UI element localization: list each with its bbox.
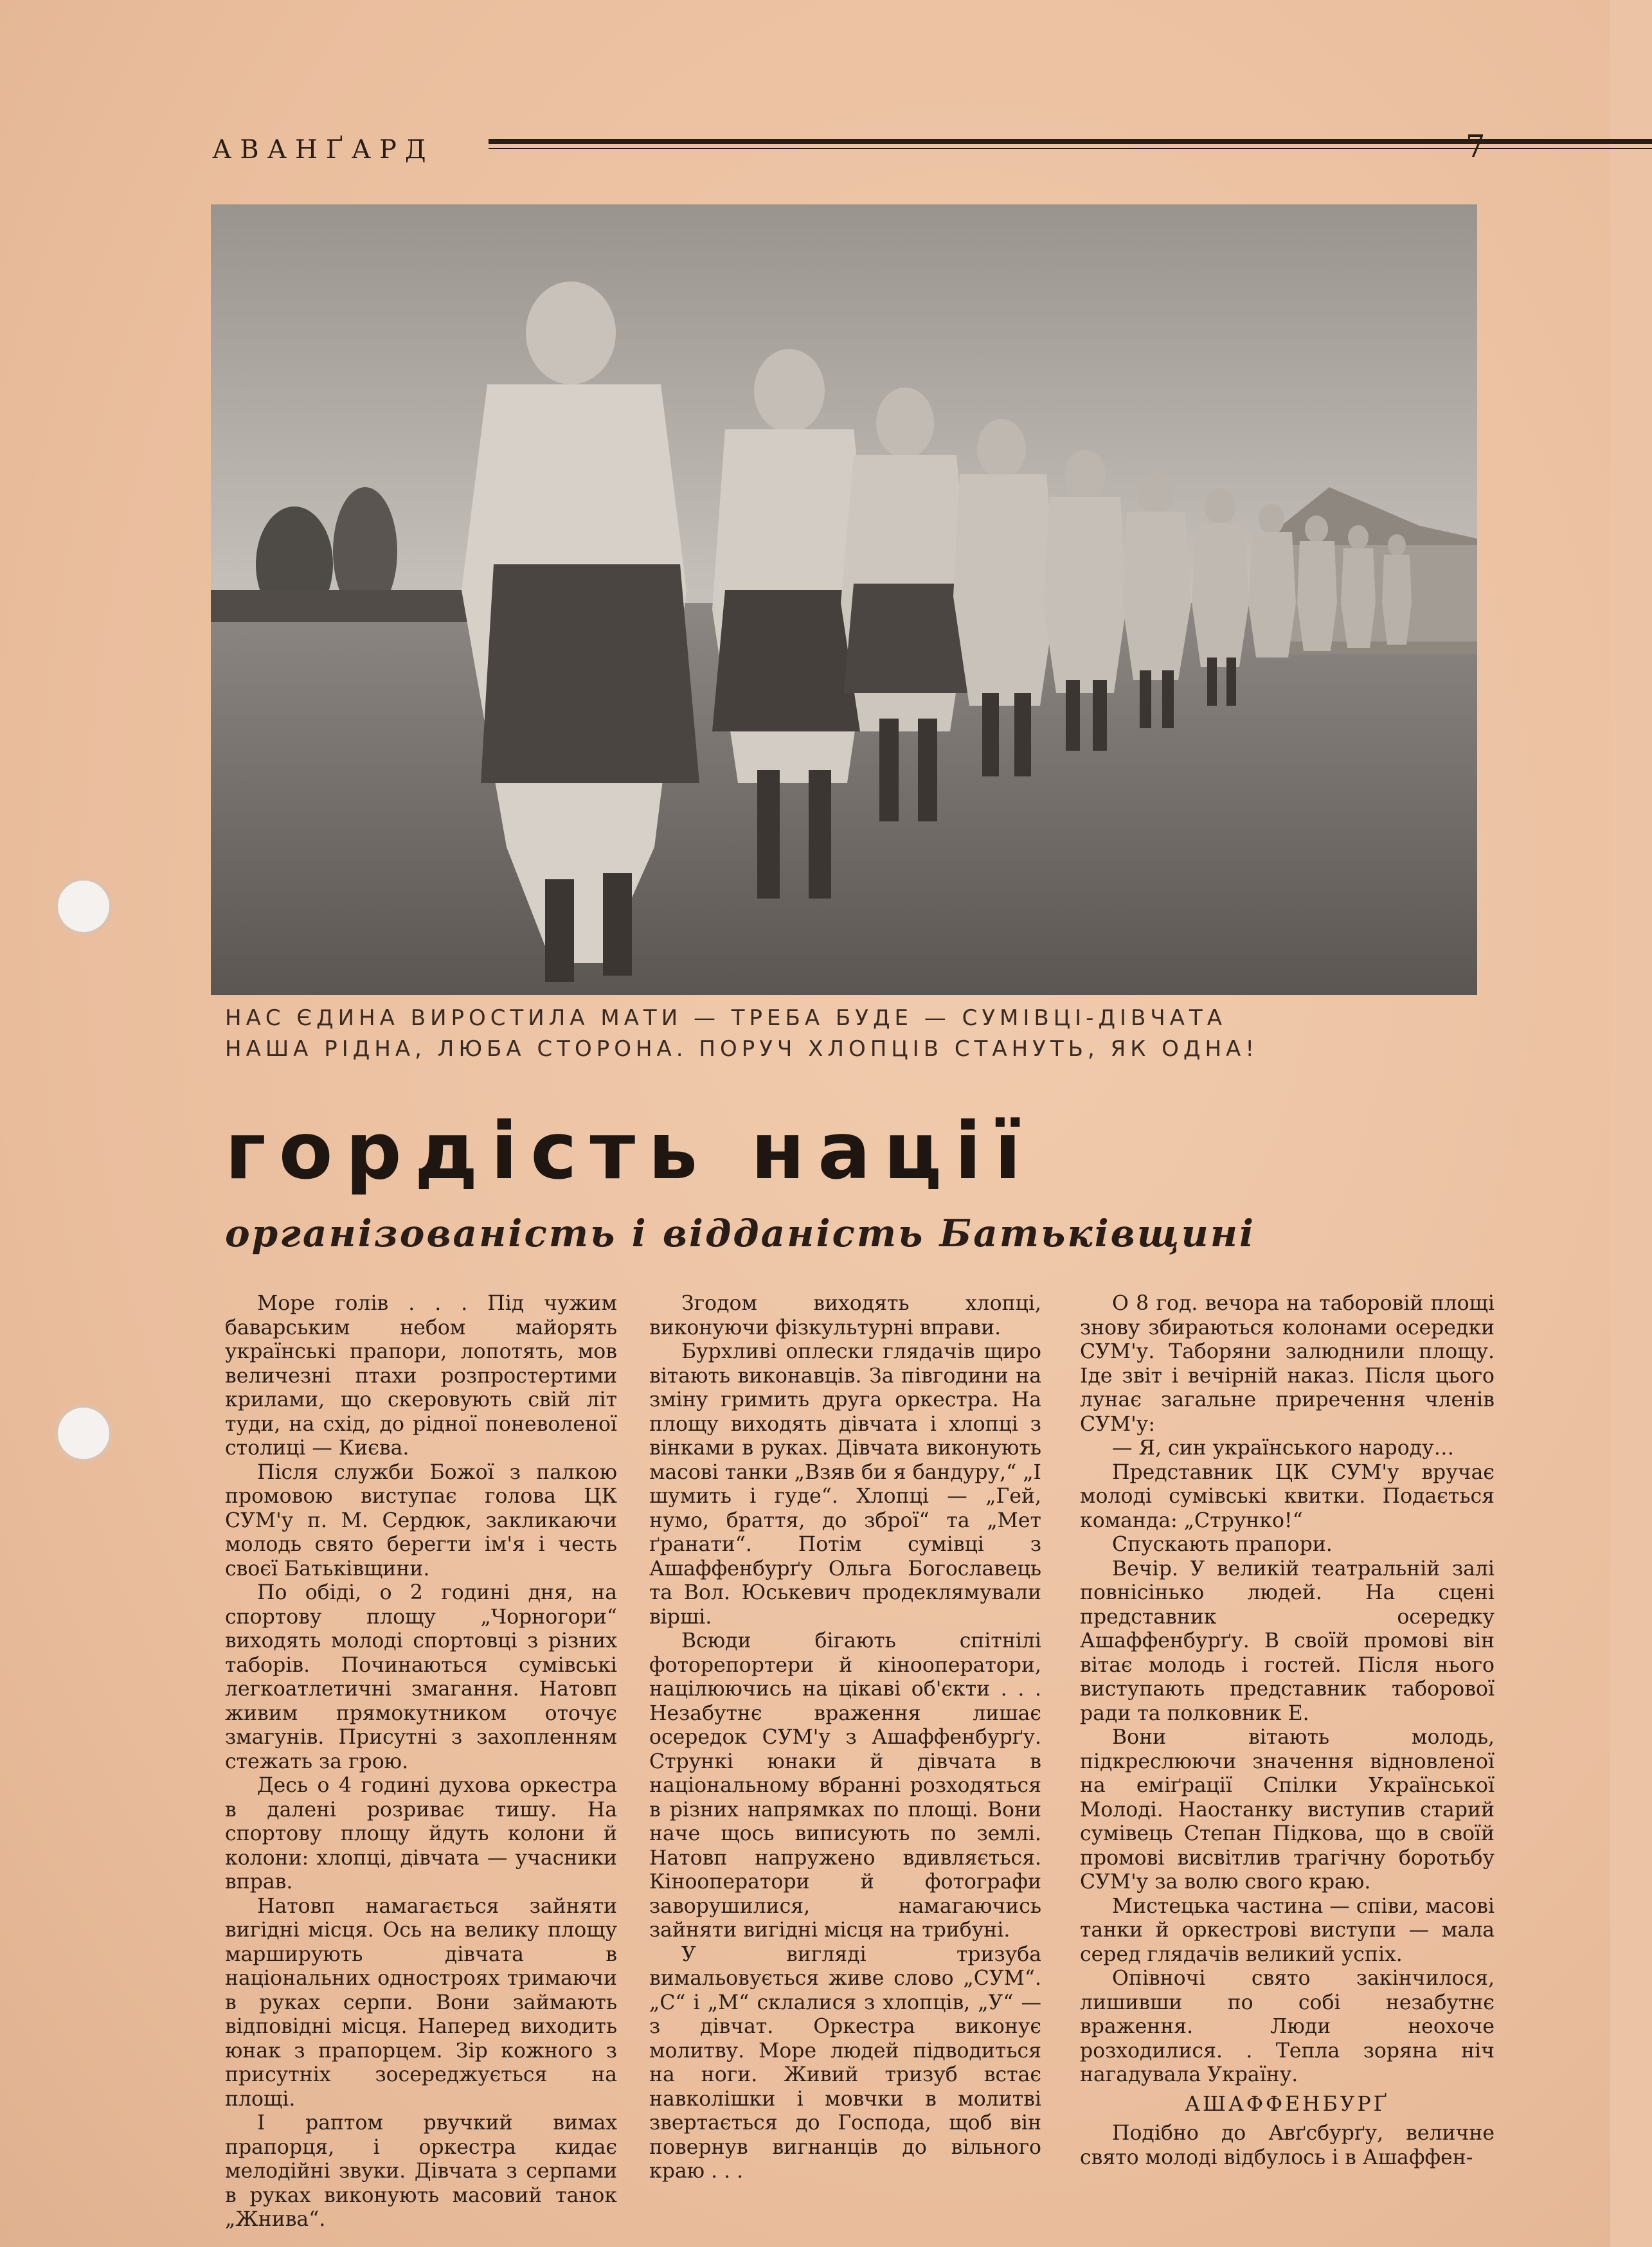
- paragraph: Представник ЦК СУМ'у вручає молоді сумівські квитки. Подається команда: „Струнко!“: [1080, 1460, 1495, 1532]
- paragraph: О 8 год. вечора на таборовій площі знову збираються колонами осередки СУМ'у. Таборяни залюднили площу. Іде звіт і вечірній наказ. Після цього лунає загальне приречення членів СУМ'у:: [1080, 1292, 1495, 1436]
- page-header: [212, 129, 1485, 180]
- article-column-3: [1080, 1292, 1495, 2169]
- caption-line-1: НАС ЄДИНА ВИРОСТИЛА МАТИ — ТРЕБА БУДЕ — СУМІВЦІ-ДІВЧАТА: [225, 1005, 1226, 1031]
- punch-hole: [58, 1408, 109, 1459]
- photo-marching-girls: [211, 204, 1477, 995]
- paragraph: Спускають прапори.: [1112, 1533, 1333, 1556]
- paragraph: Згодом виходять хлопці, виконуючи фізкультурні вправи.: [649, 1292, 1041, 1339]
- paragraph: Мистецька частина — співи, масові танки й оркестрові виступи — мала серед глядачів великий успіх.: [1080, 1894, 1495, 1966]
- magazine-name: АВАНҐАРД: [212, 135, 435, 165]
- paragraph: Бурхливі оплески глядачів щиро вітають виконавців. За півгодини на зміну гримить друга оркестра. На площу виходять дівчата і хлопці з вінками в руках. Дівчата виконують масові танки „Взяв би я бандуру,“ „І шумить і гуде“. Хлопці — „Гей, нумо, браття, до зброї“ та „Мет ґранати“. Потім сумівці з Ашаффенбурґу Ольга Богославець та Вол. Юськевич продеклямували вірші.: [649, 1340, 1041, 1629]
- article-column-2: [649, 1292, 1041, 2183]
- paragraph: — Я, син українського народу…: [1112, 1437, 1455, 1460]
- paragraph: І раптом рвучкий вимах прапорця, і оркестра кидає мелодійні звуки. Дівчата з серпами в руках виконують масовий танок „Жнива“.: [225, 2111, 617, 2231]
- paragraph: Вони вітають молодь, підкреслюючи значення відновленої на еміґрації Спілки Української Молоді. Наостанку виступив старий сумівець Степан Підкова, що в своїй промові висвітлив трагічну боротьбу СУМ'у за волю свого краю.: [1080, 1726, 1495, 1893]
- paragraph: По обіді, о 2 годині дня, на спортову площу „Чорногори“ виходять молоді спортовці з різних таборів. Починаються сумівські легкоатлетичні змагання. Натовп живим прямокутником оточує змагунів. Присутні з захопленням стежать за грою.: [225, 1581, 617, 1773]
- paragraph: Після служби Божої з палкою промовою виступає голова ЦК СУМ'у п. М. Сердюк, закликаючи молодь свято берегти ім'я і честь своєї Батьківщини.: [225, 1460, 617, 1580]
- photo-caption: [225, 1003, 1498, 1064]
- section-heading: АШАФФЕНБУРҐ: [1185, 2092, 1390, 2116]
- article-subtitle: організованість і відданість Батьківщині: [225, 1212, 1256, 1255]
- photo-marching-girls-icon: [211, 204, 1477, 995]
- caption-line-2: НАША РІДНА, ЛЮБА СТОРОНА. ПОРУЧ ХЛОПЦІВ СТАНУТЬ, ЯК ОДНА!: [225, 1036, 1259, 1062]
- article-title: гордість нації: [225, 1106, 1034, 1197]
- paragraph: Море голів . . . Під чужим баварським небом майорять українські прапори, лопотять, мов величезні птахи розпростертими крилами, що скеровують свій літ туди, на схід, до рідної поневоленої столиці — Києва.: [225, 1292, 617, 1460]
- paragraph: Вечір. У великій театральній залі повнісінько людей. На сцені представник осередку Ашаффенбурґу. В своїй промові він вітає молодь і гостей. Після нього виступають представник таборової ради та полковник Е.: [1080, 1557, 1495, 1725]
- punch-hole: [58, 881, 109, 932]
- paragraph: Подібно до Авґсбурґу, величне свято молоді відбулось і в Ашаффен-: [1080, 2122, 1495, 2169]
- paragraph: Опівночі свято закінчилося, лишивши по собі незабутнє враження. Люди неохоче розходилися. . Тепла зоряна ніч нагадувала Україну.: [1080, 1967, 1495, 2086]
- page-number: 7: [1466, 129, 1486, 165]
- article-column-1: [225, 1292, 617, 2231]
- paragraph: Натовп намагається зайняти вигідні місця. Ось на велику площу марширують дівчата в національних одностроях тримаючи в руках серпи. Вони займають відповідні місця. Наперед виходить юнак з прапорцем. Зір кожного з присутніх зосереджується на площі.: [225, 1894, 617, 2111]
- paragraph: У вигляді тризуба вимальовується живе слово „СУМ“. „С“ і „М“ склалися з хлопців, „У“ — з дівчат. Оркестра виконує молитву. Море людей підводиться на ноги. Живий тризуб встає навколішки і мовчки в молитві звертається до Господа, щоб він повернув вигнанців до вільного краю . . .: [649, 1942, 1041, 2183]
- paragraph: Десь о 4 годині духова оркестра в далені розриває тишу. На спортову площу йдуть колони й колони: хлопці, дівчата — учасники вправ.: [225, 1774, 617, 1893]
- paragraph: Всюди бігають спітнілі фоторепортери й кінооператори, націлюючись на цікаві об'єкти . . . Незабутнє враження лишає осередок СУМ'у з Ашаффенбурґу. Стрункі юнаки й дівчата в національному вбранні розходяться в різних напрямках по площі. Вони наче щось виписують по землі. Натовп напружено вдивляється. Кінооператори й фотографи заворушилися, намагаючись зайняти вигідні місця на трибуні.: [649, 1629, 1041, 1942]
